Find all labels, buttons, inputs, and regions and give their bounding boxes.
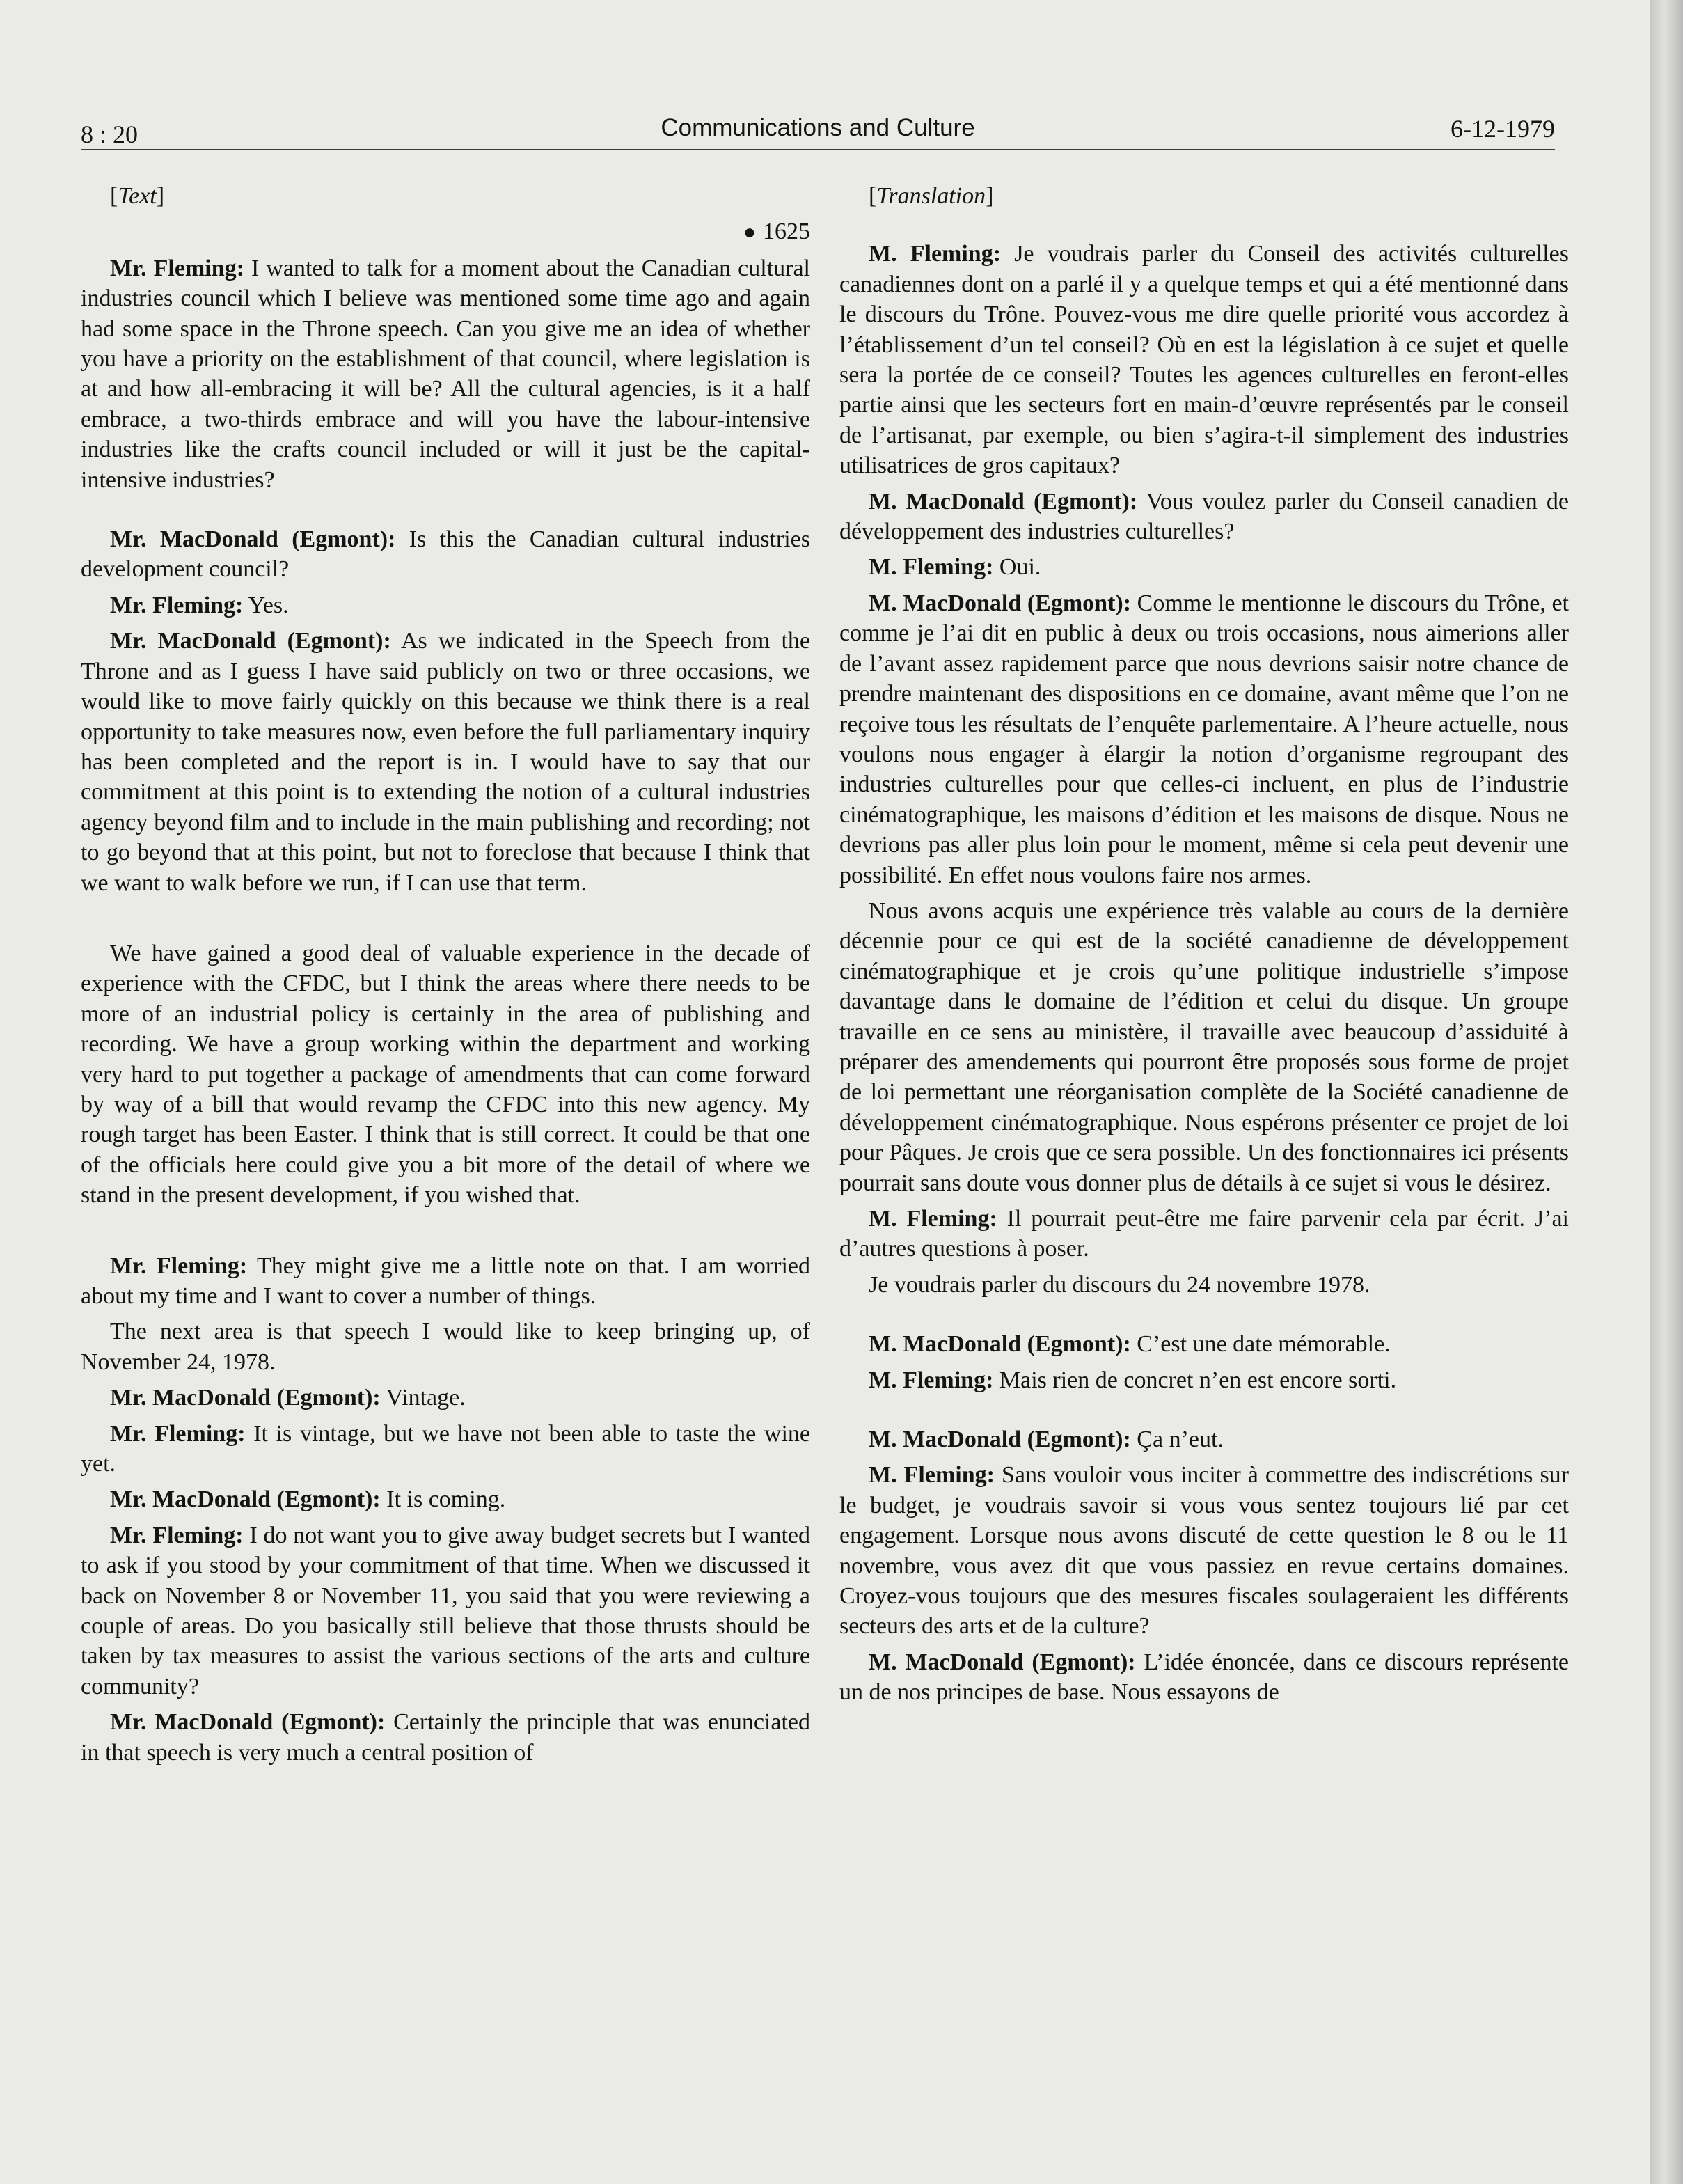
paragraph: Mr. MacDonald (Egmont): Certainly the principle that was enunciated in that speech is very much a central position of <box>81 1709 811 1766</box>
speaker-name: Mr. MacDonald (Egmont): <box>110 628 391 654</box>
speaker-name: M. MacDonald (Egmont): <box>869 488 1138 514</box>
time-stamp: ● 1625 <box>743 219 810 245</box>
speaker-name: M. MacDonald (Egmont): <box>869 1331 1131 1358</box>
speaker-name: M. Fleming: <box>869 554 994 581</box>
speaker-name: M. MacDonald (Egmont): <box>869 1649 1136 1675</box>
bullet-icon: ● <box>743 221 756 244</box>
language-label: [Text] <box>110 183 165 209</box>
paragraph: Mr. MacDonald (Egmont): Is this the Canadian cultural industries development council? <box>81 526 810 583</box>
speaker-name: Mr. Fleming: <box>110 255 244 281</box>
speaker-name: Mr. MacDonald (Egmont): <box>110 526 396 553</box>
speaker-name: M. Fleming: <box>869 1367 994 1393</box>
paragraph: M. MacDonald (Egmont): L’idée énoncée, dans ce discours représente un de nos principes de base. Nous essayons de <box>839 1649 1569 1706</box>
paragraph: M. Fleming: Mais rien de concret n’en est encore sorti. <box>869 1367 1397 1393</box>
paragraph: M. MacDonald (Egmont): Comme le mentionne le discours du Trône, et comme je l’ai dit en public à deux ou trois occasions, nous aimerions aller de l’avant assez rapidement parce que nous devrions saisir notre chance de prendre maintenant des dispositions en ce domaine, avant même que l’on ne reçoive tous les résultats de l’enquête parlementaire. A l’heure actuelle, nous voulons nous engager à élargir la notion d’organisme regroupant des industries culturelles pour que celles-ci incluent, en plus de l’industrie cinématographique, les maisons d’édition et les maisons de disque. Nous ne devrions pas aller plus loin pour le moment, même si cela peut devenir une possibilité. En effet nous voulons faire nos armes. <box>839 590 1569 888</box>
paragraph: Mr. MacDonald (Egmont): Vintage. <box>110 1385 466 1411</box>
paragraph: M. MacDonald (Egmont): Ça n’eut. <box>869 1427 1224 1453</box>
english-column <box>81 181 810 1773</box>
speaker-name: Mr. MacDonald (Egmont): <box>110 1709 386 1736</box>
paragraph: Mr. MacDonald (Egmont): It is coming. <box>110 1486 506 1513</box>
speaker-name: M. MacDonald (Egmont): <box>869 1427 1131 1453</box>
paragraph: Mr. Fleming: Yes. <box>110 592 289 618</box>
speaker-name: M. Fleming: <box>869 241 1002 267</box>
paragraph: M. Fleming: Oui. <box>869 554 1041 581</box>
page-header <box>81 114 1555 149</box>
paragraph: We have gained a good deal of valuable experience in the decade of experience with the CFDC, but I think the areas where there needs to be more of an industrial policy is certainly in the area of publishing and recording. We have a group working within the department and working very hard to put together a package of amendments that can come forward by way of a bill that would revamp the CFDC into this new agency. My rough target has been Easter. I think that is still correct. It could be that one of the officials here could give you a bit more of the detail of where we stand in the present development, if you wished that. <box>81 940 810 1209</box>
paragraph: Mr. Fleming: They might give me a little note on that. I am worried about my time and I want to cover a number of things. <box>81 1252 811 1309</box>
speaker-name: Mr. Fleming: <box>110 1420 246 1447</box>
paragraph: Mr. MacDonald (Egmont): As we indicated in the Speech from the Throne and as I guess I have said publicly on two or three occasions, we would like to move fairly quickly on this because we think there is a real opportunity to take measures now, even before the full parliamentary inquiry has been completed and the report is in. I would have to say that our commitment at this point is to extending the notion of a cultural industries agency beyond film and to include in the main publishing and recording; not to go beyond that at this point, but not to foreclose that because I think that we want to walk before we run, if I can use that term. <box>81 628 810 896</box>
running-title: Communications and Culture <box>661 114 975 141</box>
french-column <box>839 181 1569 1713</box>
header-rule <box>81 149 1555 150</box>
speaker-name: M. Fleming: <box>869 1206 997 1232</box>
paragraph: Mr. Fleming: I do not want you to give away budget secrets but I wanted to ask if you stood by your commitment of that time. When we discussed it back on November 8 or November 11, you said that you were reviewing a couple of areas. Do you basically still believe that those thrusts should be taken by tax measures to assist the various sections of the arts and culture community? <box>81 1522 810 1699</box>
paragraph: M. Fleming: Je voudrais parler du Conseil des activités culturelles canadiennes dont on a parlé il y a quelque temps et qui a été mentionné dans le discours du Trône. Pouvez-vous me dire quelle priorité vous accordez à l’établissement d’un tel conseil? Où en est la législation à ce sujet et quelle sera la portée de ce conseil? Toutes les agences culturelles en feront-elles partie ainsi que les secteurs fort en main-d’œuvre représentés par le conseil de l’artisanat, par exemple, ou bien s’agira-t-il simplement des industries utilisatrices de gros capitaux? <box>839 241 1569 479</box>
speaker-name: Mr. Fleming: <box>110 1252 248 1279</box>
speaker-name: Mr. Fleming: <box>110 1522 244 1548</box>
sitting-date: 6-12-1979 <box>1451 115 1555 143</box>
paragraph: Je voudrais parler du discours du 24 novembre 1978. <box>869 1271 1370 1298</box>
page-number: 8 : 20 <box>81 120 139 148</box>
paragraph: M. MacDonald (Egmont): C’est une date mémorable. <box>869 1331 1391 1358</box>
paragraph: M. MacDonald (Egmont): Vous voulez parler du Conseil canadien de développement des industries culturelles? <box>839 488 1569 545</box>
speaker-name: Mr. MacDonald (Egmont): <box>110 1385 381 1411</box>
paragraph: M. Fleming: Il pourrait peut-être me faire parvenir cela par écrit. J’ai d’autres questions à poser. <box>839 1206 1569 1262</box>
page-edge <box>1650 0 1683 2184</box>
paragraph: The next area is that speech I would like to keep bringing up, of November 24, 1978. <box>81 1319 810 1375</box>
paragraph: Mr. Fleming: I wanted to talk for a moment about the Canadian cultural industries council which I believe was mentioned some time ago and again had some space in the Throne speech. Can you give me an idea of whether you have a priority on the establishment of that council, where legislation is at and how all-embracing it will be? All the cultural agencies, is it a half embrace, a two-thirds embrace and will you have the labour-intensive industries like the crafts council included or will it just be the capital-intensive industries? <box>81 255 810 493</box>
paragraph: M. Fleming: Sans vouloir vous inciter à commettre des indiscrétions sur le budget, je voudrais savoir si vous vous sentez toujours lié par cet engagement. Lorsque nous avons discuté de cette question le 8 ou le 11 novembre, vous avez dit que vous passiez en revue certains domaines. Croyez-vous toujours que des mesures fiscales soulageraient les différents secteurs des arts et de la culture? <box>839 1462 1569 1640</box>
paragraph: Nous avons acquis une expérience très valable au cours de la dernière décennie pour ce qui est de la société canadienne de développement cinématographique et je crois qu’une politique industrielle s’impose davantage dans le domaine de l’édition et celui du disque. Un groupe travaille en ce sens au ministère, il travaille avec beaucoup d’assiduité à préparer des amendements qui pourront être proposés sous forme de projet de loi permettant une réorganisation complète de la Société canadienne de développement cinématographique. Nous espérons présenter ce projet de loi pour Pâques. Je crois que ce sera possible. Un des fonctionnaires ici présents pourrait sans doute vous donner plus de détails à ce sujet si vous le désirez. <box>839 897 1569 1196</box>
language-label: [Translation] <box>869 183 994 209</box>
speaker-name: M. Fleming: <box>869 1462 995 1488</box>
paragraph: Mr. Fleming: It is vintage, but we have not been able to taste the wine yet. <box>81 1420 810 1477</box>
speaker-name: Mr. Fleming: <box>110 592 244 618</box>
speaker-name: M. MacDonald (Egmont): <box>869 590 1132 616</box>
speaker-name: Mr. MacDonald (Egmont): <box>110 1486 381 1513</box>
